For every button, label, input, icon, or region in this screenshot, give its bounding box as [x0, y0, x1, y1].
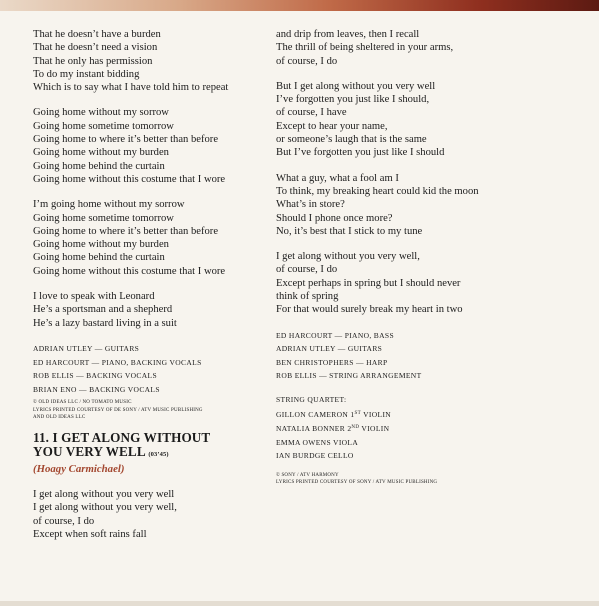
lyric-line: I love to speak with Leonard — [33, 291, 155, 303]
lyric-line: Going home without my sorrow — [33, 107, 169, 119]
lyric-line: Should I phone once more? — [276, 212, 393, 224]
quartet-member — [276, 407, 576, 422]
lyric-line: Going home without this costume that I wore — [33, 173, 226, 185]
member-name: NATALIA BONNER 2 — [276, 424, 352, 434]
bottom-edge — [0, 601, 599, 606]
track-title-text: YOU VERY WELL — [33, 443, 145, 459]
lyric-line: think of spring — [276, 291, 339, 303]
lyric-line: To think, my breaking heart could kid the moon — [276, 185, 479, 197]
lyric-line: But I get along without you very well — [276, 80, 436, 92]
string-quartet — [276, 393, 576, 463]
verse — [33, 488, 268, 541]
member-name: EMMA OWENS VIOLA — [276, 437, 359, 447]
member-part: VIOLIN — [359, 424, 390, 434]
lyric-line: That he doesn’t have a burden — [33, 29, 161, 40]
quartet-member — [276, 449, 576, 463]
credit-line: BRIAN ENO — BACKING VOCALS — [33, 384, 160, 394]
quartet-member — [276, 421, 576, 436]
quartet-heading: STRING QUARTET: — [276, 395, 347, 405]
copyright-line: LYRICS PRINTED COURTESY OF SONY / ATV MUSIC PUBLISHING — [276, 480, 438, 486]
verse — [276, 80, 576, 160]
lyric-line: Going home without this costume that I wore — [33, 265, 226, 277]
lyric-line: Which is to say what I have told him to repeat — [33, 82, 229, 94]
copyright-line: © SONY / ATV HARMONY — [276, 472, 339, 478]
credit-line: ADRIAN UTLEY — GUITARS — [33, 343, 140, 353]
lyric-line: He’s a lazy bastard living in a suit — [33, 317, 177, 329]
lyric-line: Going home without my burden — [33, 147, 169, 159]
lyric-line: Except to hear your name, — [276, 120, 388, 132]
lyric-line: But I’ve forgotten you just like I should — [276, 147, 445, 159]
track-duration: (03’45) — [148, 450, 169, 458]
right-column — [276, 28, 576, 486]
left-column — [33, 28, 268, 553]
lyric-line: To do my instant bidding — [33, 68, 140, 80]
lyric-line: Going home to where it’s better than before — [33, 134, 219, 146]
verse — [33, 198, 268, 278]
member-name: IAN BURDGE CELLO — [276, 451, 354, 461]
musician-credits — [33, 342, 268, 396]
verse — [33, 290, 268, 330]
lyric-line: of course, I do — [276, 264, 338, 276]
lyric-line: I’m going home without my sorrow — [33, 199, 185, 211]
member-part: VIOLIN — [361, 409, 392, 419]
lyric-line: of course, I do — [276, 55, 338, 67]
top-decorative-bar — [0, 0, 599, 11]
lyric-line: That he doesn’t need a vision — [33, 42, 158, 54]
composer: (Hoagy Carmichael) — [33, 462, 125, 475]
lyric-line: and drip from leaves, then I recall — [276, 29, 420, 40]
credit-line: ROB ELLIS — BACKING VOCALS — [33, 371, 157, 381]
lyric-line: What a guy, what a fool am I — [276, 172, 399, 184]
member-name: GILLON CAMERON 1 — [276, 409, 355, 419]
copyright-line: © OLD IDEAS LLC / NO TOMATO MUSIC — [33, 400, 132, 406]
track-title-line — [33, 445, 268, 462]
verse — [276, 28, 576, 68]
lyric-line: I get along without you very well, — [276, 251, 420, 263]
lyric-line: I get along without you very well, — [33, 502, 177, 514]
lyric-line: or someone’s laugh that is the same — [276, 134, 427, 146]
lyric-line: Except perhaps in spring but I should never — [276, 277, 461, 289]
credit-line: ROB ELLIS — STRING ARRANGEMENT — [276, 371, 422, 381]
lyric-line: Going home behind the curtain — [33, 160, 165, 172]
lyric-line: of course, I do — [33, 515, 95, 527]
track-title — [33, 431, 268, 462]
verse — [33, 28, 268, 94]
lyric-line: That he only has permission — [33, 55, 153, 67]
ordinal-suffix: ND — [351, 425, 360, 431]
lyric-line: The thrill of being sheltered in your arms, — [276, 42, 454, 54]
copyright-line: AND OLD IDEAS LLC — [33, 414, 86, 420]
lyric-line: Going home behind the curtain — [33, 252, 165, 264]
lyric-line: He’s a sportsman and a shepherd — [33, 304, 173, 316]
ordinal-suffix: ST — [354, 410, 362, 416]
lyric-line: Going home without my burden — [33, 239, 169, 251]
lyric-line: of course, I have — [276, 107, 347, 119]
verse — [276, 172, 576, 238]
verse — [276, 250, 576, 316]
copyright-notice — [33, 399, 268, 421]
credit-line: ED HARCOURT — PIANO, BASS — [276, 330, 394, 340]
lyric-line: I get along without you very well — [33, 488, 175, 500]
credit-line: BEN CHRISTOPHERS — HARP — [276, 357, 388, 367]
lyric-line: I’ve forgotten you just like I should, — [276, 94, 430, 106]
verse — [33, 106, 268, 186]
copyright-line: LYRICS PRINTED COURTESY OF DE SONY / ATV MUSIC PUBLISHING — [33, 407, 203, 413]
credit-line: ED HARCOURT — PIANO, BACKING VOCALS — [33, 357, 202, 367]
credit-line: ADRIAN UTLEY — GUITARS — [276, 344, 383, 354]
musician-credits — [276, 329, 576, 383]
lyric-line: For that would surely break my heart in two — [276, 304, 463, 316]
lyric-line: Going home sometime tomorrow — [33, 212, 174, 224]
lyric-line: Going home sometime tomorrow — [33, 120, 174, 132]
lyric-line: What’s in store? — [276, 199, 345, 211]
track-title-line: 11. I GET ALONG WITHOUT — [33, 429, 211, 445]
quartet-member — [276, 436, 576, 450]
lyric-line: No, it’s best that I stick to my tune — [276, 225, 423, 237]
lyric-line: Going home to where it’s better than before — [33, 225, 219, 237]
lyric-line: Except when soft rains fall — [33, 528, 147, 540]
copyright-notice — [276, 472, 576, 486]
